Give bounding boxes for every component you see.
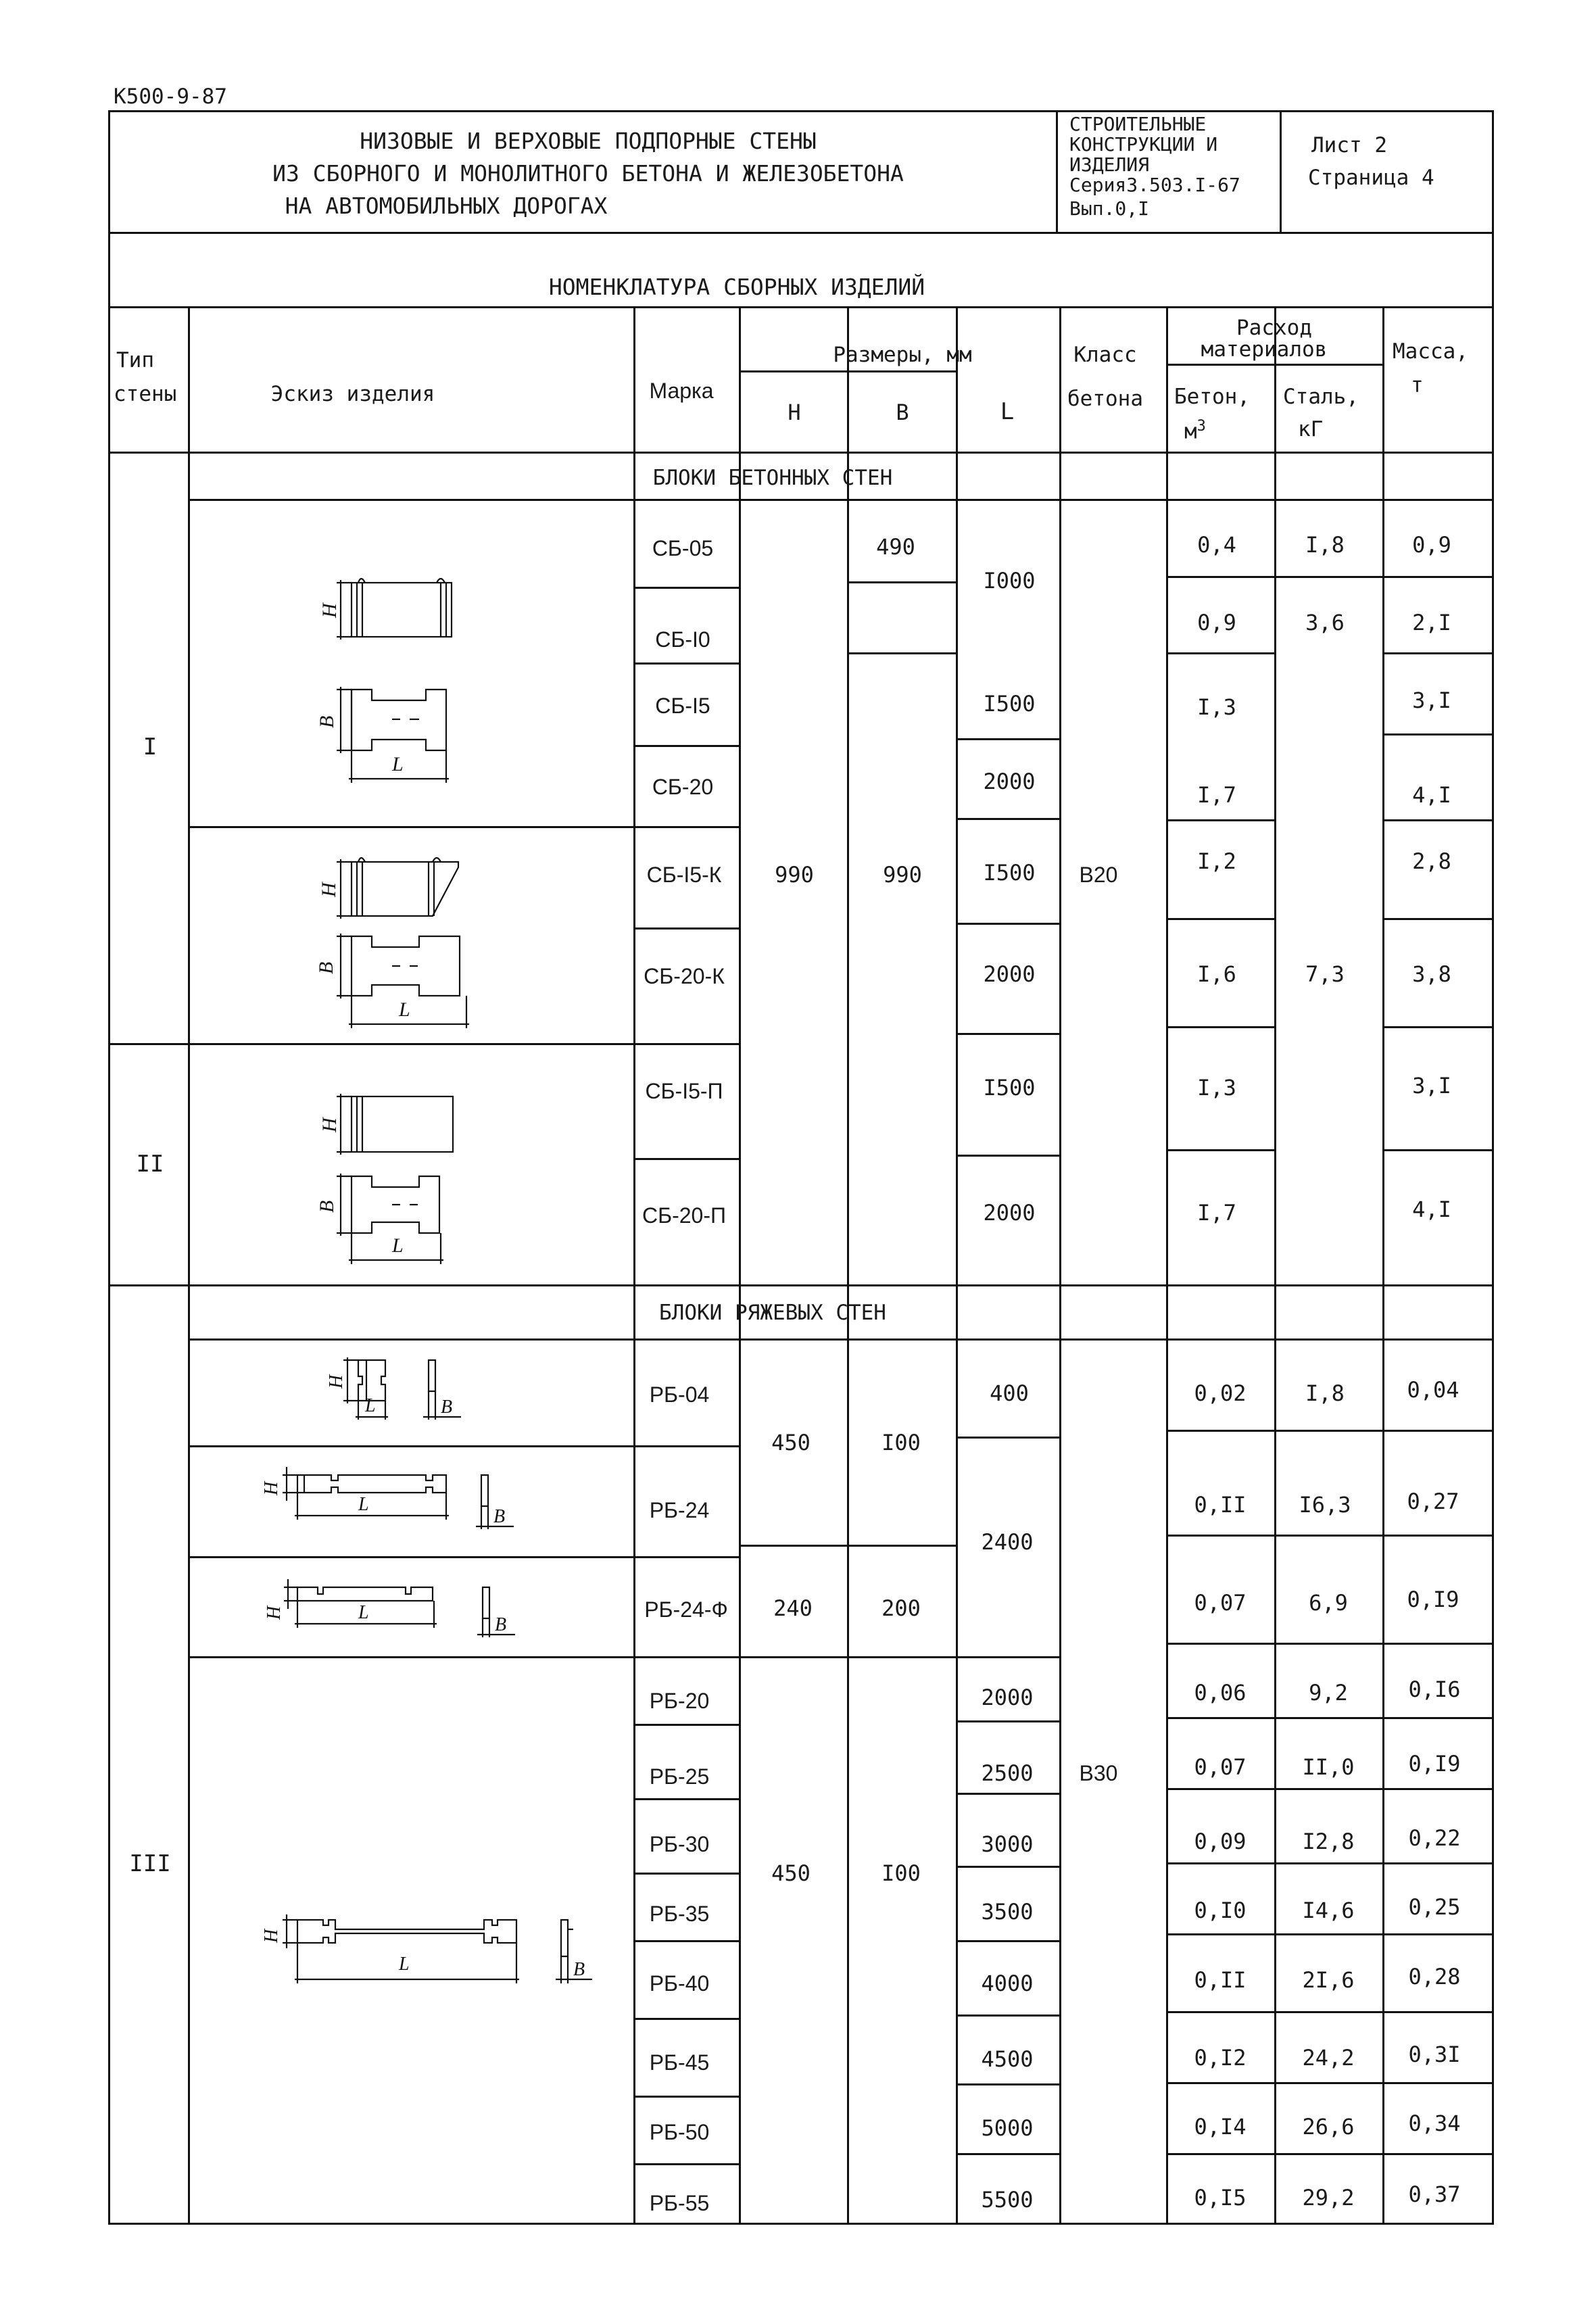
mass-17: 0,34: [1408, 2110, 1461, 2136]
concrete-17: 0,I4: [1194, 2114, 1247, 2140]
svg-text:B: B: [573, 1959, 585, 1980]
sketch-rb-long: [243, 1900, 635, 2001]
steel-0: I,8: [1305, 532, 1345, 558]
l-1500-a: I500: [983, 691, 1036, 717]
mass-14: 0,25: [1408, 1894, 1461, 1920]
svg-text:L: L: [365, 1395, 376, 1416]
svg-text:B: B: [316, 1200, 338, 1213]
mark-sb-05: СБ-05: [652, 536, 714, 560]
svg-text:H: H: [261, 1481, 282, 1495]
class-b20: В20: [1079, 863, 1118, 887]
mark-rb-55: РБ-55: [649, 2191, 710, 2215]
l-5500: 5500: [981, 2187, 1034, 2213]
title-line-3: НА АВТОМОБИЛЬНЫХ ДОРОГАХ: [285, 193, 608, 219]
l-2500: 2500: [981, 1760, 1034, 1786]
mass-4: 2,8: [1412, 848, 1451, 874]
mass-16: 0,3I: [1408, 2042, 1461, 2067]
l-1000: I000: [983, 568, 1036, 594]
steel-9: I6,3: [1299, 1492, 1351, 1518]
mass-10: 0,I9: [1407, 1587, 1459, 1612]
mark-sb-15-k: СБ-I5-К: [646, 863, 722, 887]
sketch-label-b: B: [316, 715, 338, 728]
mark-rb-24: РБ-24: [649, 1498, 710, 1522]
header-h: H: [788, 400, 801, 425]
mass-18: 0,37: [1408, 2181, 1461, 2207]
svg-text:B: B: [441, 1397, 453, 1418]
header-steel: Сталь,: [1283, 385, 1359, 409]
steel-1: 3,6: [1305, 610, 1345, 635]
sketch-label-h: H: [318, 603, 341, 618]
steel-5: 7,3: [1305, 961, 1345, 987]
mark-rb-24-f: РБ-24-Ф: [644, 1597, 728, 1622]
header-mass-1: Масса,: [1393, 339, 1468, 364]
header-consumption-1: Расход: [1236, 316, 1312, 340]
steel-17: 26,6: [1302, 2114, 1355, 2140]
series-line-1: СТРОИТЕЛЬНЫЕ: [1069, 113, 1207, 135]
mark-rb-30: РБ-30: [649, 1832, 710, 1856]
sketch-rb-24-f: [243, 1567, 568, 1648]
concrete-6: I,3: [1197, 1075, 1236, 1101]
mass-9: 0,27: [1407, 1489, 1459, 1514]
sheet-label: Лист 2: [1311, 133, 1387, 158]
l-3000: 3000: [981, 1831, 1034, 1857]
concrete-13: 0,09: [1194, 1829, 1247, 1854]
page-label: Страница 4: [1308, 166, 1434, 190]
h-450-a: 450: [771, 1430, 811, 1455]
steel-10: 6,9: [1309, 1590, 1348, 1616]
mass-2: 3,I: [1412, 687, 1451, 713]
b-990: 990: [883, 862, 922, 888]
header-consumption-2: материалов: [1201, 337, 1328, 362]
h-240: 240: [773, 1595, 813, 1621]
l-4500: 4500: [981, 2046, 1034, 2072]
svg-text:H: H: [326, 1374, 347, 1389]
title-line-1: НИЗОВЫЕ И ВЕРХОВЫЕ ПОДПОРНЫЕ СТЕНЫ: [360, 128, 817, 154]
sketch-label-l: L: [392, 753, 404, 775]
svg-text:H: H: [318, 1117, 341, 1132]
header-concrete: Бетон,: [1174, 385, 1250, 409]
mass-8: 0,04: [1407, 1377, 1459, 1403]
header-b: B: [896, 400, 909, 425]
concrete-9: 0,II: [1194, 1492, 1247, 1518]
concrete-8: 0,02: [1194, 1380, 1247, 1406]
sketch-rb-24: [243, 1455, 568, 1543]
concrete-7: I,7: [1197, 1200, 1236, 1226]
mark-sb-20: СБ-20: [652, 775, 714, 799]
series-line-2: КОНСТРУКЦИИ И: [1069, 133, 1218, 155]
svg-text:H: H: [261, 1929, 282, 1943]
mark-rb-20: РБ-20: [649, 1689, 710, 1713]
steel-14: I4,6: [1302, 1898, 1355, 1923]
section-concrete-blocks: БЛОКИ БЕТОННЫХ СТЕН: [652, 466, 893, 490]
svg-text:L: L: [392, 1234, 404, 1257]
title-line-2: ИЗ СБОРНОГО И МОНОЛИТНОГО БЕТОНА И ЖЕЛЕЗОБЕТОНА: [272, 160, 904, 187]
mass-11: 0,I6: [1408, 1676, 1461, 1702]
header-concrete-unit: $м^3$: [1184, 418, 1206, 444]
steel-18: 29,2: [1302, 2185, 1355, 2211]
header-class-1: Класс: [1073, 343, 1137, 367]
l-2400: 2400: [981, 1529, 1034, 1555]
series-line-4: Серия3.503.I-67: [1069, 174, 1240, 196]
steel-13: I2,8: [1302, 1829, 1355, 1854]
svg-text:H: H: [318, 882, 340, 897]
steel-15: 2I,6: [1302, 1967, 1355, 1993]
header-mark: Марка: [649, 379, 714, 403]
svg-text:L: L: [358, 1494, 369, 1515]
document-code: К500-9-87: [114, 85, 227, 109]
mark-rb-35: РБ-35: [649, 1902, 710, 1926]
svg-text:B: B: [315, 961, 337, 974]
mark-rb-04: РБ-04: [649, 1382, 710, 1407]
concrete-15: 0,II: [1194, 1967, 1247, 1993]
svg-text:H: H: [264, 1606, 285, 1620]
wall-type-1: I: [143, 733, 158, 761]
l-3500: 3500: [981, 1899, 1034, 1925]
b-100-b: I00: [881, 1860, 921, 1886]
mass-6: 3,I: [1412, 1073, 1451, 1099]
concrete-5: I,6: [1197, 961, 1236, 987]
concrete-12: 0,07: [1194, 1754, 1247, 1780]
l-400: 400: [990, 1380, 1029, 1406]
mark-rb-45: РБ-45: [649, 2050, 710, 2075]
header-l: L: [1000, 398, 1015, 425]
concrete-1: 0,9: [1197, 610, 1236, 635]
sketch-sb-block: [284, 568, 460, 798]
concrete-3: I,7: [1197, 782, 1236, 808]
l-2000-a: 2000: [983, 769, 1036, 794]
mass-5: 3,8: [1412, 961, 1451, 987]
header-class-2: бетона: [1067, 387, 1143, 411]
mass-7: 4,I: [1412, 1197, 1451, 1222]
concrete-0: 0,4: [1197, 532, 1236, 558]
b-200: 200: [881, 1595, 921, 1621]
mark-rb-25: РБ-25: [649, 1764, 710, 1789]
svg-text:L: L: [399, 998, 410, 1021]
sketch-rb-04: [284, 1347, 487, 1428]
b-490: 490: [876, 534, 915, 560]
steel-8: I,8: [1305, 1380, 1345, 1406]
h-450-b: 450: [771, 1860, 811, 1886]
mass-13: 0,22: [1408, 1825, 1461, 1851]
sketch-sb-k-block: [284, 842, 500, 1038]
mass-15: 0,28: [1408, 1964, 1461, 1989]
l-5000: 5000: [981, 2115, 1034, 2141]
mark-sb-20-k: СБ-20-К: [644, 964, 725, 988]
concrete-18: 0,I5: [1194, 2185, 1247, 2211]
sketch-sb-p-block: [284, 1082, 460, 1271]
table-title: НОМЕНКЛАТУРА СБОРНЫХ ИЗДЕЛИЙ: [548, 274, 925, 300]
l-1500-b: I500: [983, 860, 1036, 886]
mass-3: 4,I: [1412, 782, 1451, 808]
mark-rb-50: РБ-50: [649, 2120, 710, 2144]
concrete-14: 0,I0: [1194, 1898, 1247, 1923]
concrete-2: I,3: [1197, 694, 1236, 720]
svg-text:L: L: [358, 1602, 369, 1623]
l-2000-b: 2000: [983, 961, 1036, 987]
svg-text:B: B: [495, 1614, 507, 1635]
wall-type-2: II: [136, 1151, 164, 1178]
concrete-10: 0,07: [1194, 1590, 1247, 1616]
steel-11: 9,2: [1309, 1680, 1348, 1706]
section-ribbed-blocks: БЛОКИ РЯЖЕВЫХ СТЕН: [659, 1301, 886, 1325]
l-1500-c: I500: [983, 1075, 1036, 1101]
l-4000: 4000: [981, 1971, 1034, 1996]
series-line-3: ИЗДЕЛИЯ: [1069, 153, 1150, 176]
header-type-1: Тип: [116, 348, 154, 372]
class-b30: В30: [1079, 1761, 1118, 1785]
header-steel-unit: кГ: [1298, 417, 1324, 441]
concrete-11: 0,06: [1194, 1680, 1247, 1706]
steel-16: 24,2: [1302, 2045, 1355, 2071]
mark-sb-15: СБ-I5: [655, 694, 710, 718]
wall-type-3: III: [129, 1850, 171, 1877]
header-mass-2: т: [1411, 373, 1424, 397]
svg-text:B: B: [493, 1506, 506, 1527]
concrete-16: 0,I2: [1194, 2045, 1247, 2071]
b-100-a: I00: [881, 1430, 921, 1455]
header-type-2: стены: [114, 382, 177, 406]
mark-sb-15-p: СБ-I5-П: [645, 1079, 723, 1103]
mass-12: 0,I9: [1408, 1751, 1461, 1777]
concrete-4: I,2: [1197, 848, 1236, 874]
mark-rb-40: РБ-40: [649, 1971, 710, 1996]
series-line-5: Вып.0,I: [1069, 197, 1150, 220]
mark-sb-10: СБ-I0: [655, 627, 710, 652]
mass-0: 0,9: [1412, 532, 1451, 558]
mark-sb-20-p: СБ-20-П: [642, 1203, 727, 1228]
mass-1: 2,I: [1412, 610, 1451, 635]
l-2000-c: 2000: [983, 1200, 1036, 1226]
l-2000-d: 2000: [981, 1685, 1034, 1710]
header-sketch: Эскиз изделия: [270, 382, 435, 406]
svg-text:L: L: [399, 1954, 410, 1975]
header-sizes: Размеры, мм: [833, 343, 972, 367]
steel-12: II,0: [1302, 1754, 1355, 1780]
h-990: 990: [775, 862, 814, 888]
